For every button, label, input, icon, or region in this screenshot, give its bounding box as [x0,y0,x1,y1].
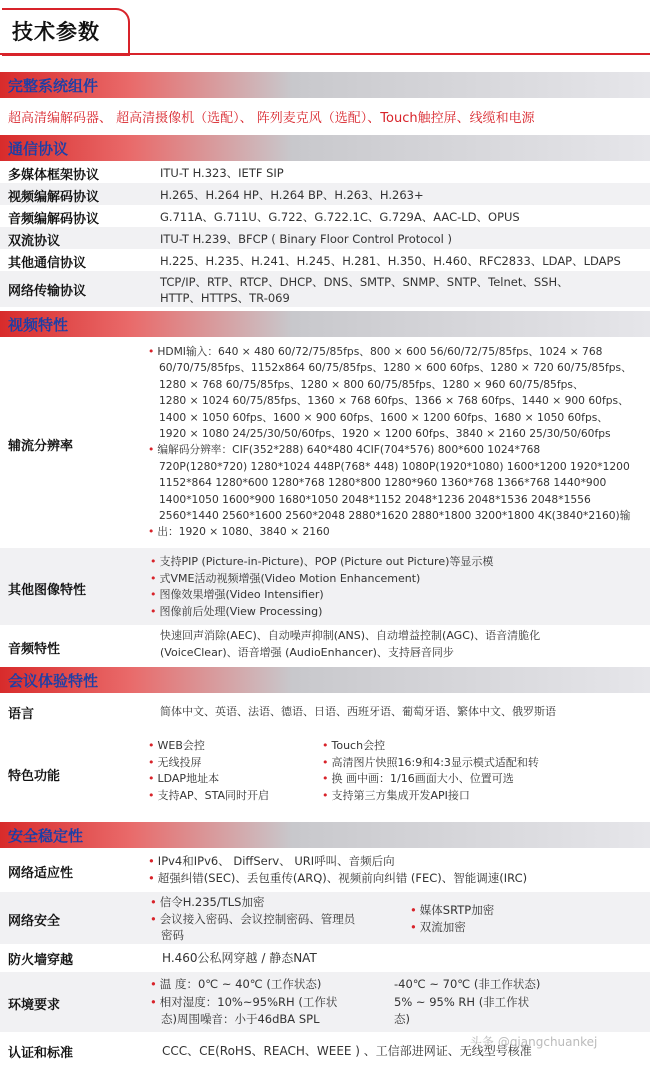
row-value: 简体中文、英语、法语、德语、日语、西班牙语、葡萄牙语、繁体中文、俄罗斯语 [160,705,556,718]
list-item: 1400 × 1050 60fps、1600 × 900 60fps、1600 × 1200 60fps、1680 × 1050 60fps、 [159,410,608,424]
row-value: H.265、H.264 HP、H.264 BP、H.263、H.263+ [160,188,424,202]
row-label: 其他通信协议 [8,256,87,271]
list-item: 720P(1280*720) 1280*1024 448P(768* 448) 1080P(1920*1080) 1600*1200 1920*1200 [159,459,630,473]
list-item: • 超强纠错(SEC)、丢包重传(ARQ)、视频前向纠错 (FEC)、智能调速(IRC) [148,871,528,885]
watermark-text: 头条 @qiangchuankej [470,1035,598,1049]
row-audio-features [0,625,650,665]
row-secondary-resolution [0,340,650,545]
row-label: 语言 [8,707,35,722]
row-language [0,696,650,724]
list-item: • IPv4和IPv6、 DiffServ、 URI呼叫、音频后向 [148,854,395,868]
page-title: 技术参数 [12,20,100,44]
environment-right [394,976,540,1029]
list-item: 60/70/75/85fps、1152x864 60/75/85fps、1280 × 600 60fps、1280 × 720 60/75/85fps、 [159,361,632,375]
audio-features-text: 快速回声消除(AEC)、自动噪声抑制(ANS)、自动增益控制(AGC)、语音清脆化 (VoiceClear)、语音增强 (AudioEnhancer)、支持唇音同步 [160,629,541,659]
row-value: H.225、H.235、H.241、H.245、H.281、H.350、H.460、RFC2833、LDAP、LDAPS [160,254,621,268]
section-security-stability [0,822,650,848]
row-label: 音频特性 [8,642,61,657]
row-label: 多媒体框架协议 [8,168,100,183]
list-item: • HDMI输入：640 × 480 60/72/75/85fps、800 × 600 56/60/72/75/85fps、1024 × 768 [148,345,603,358]
list-item: • 高清图片快照16:9和4:3显示模式适配和转 [322,755,539,769]
row-label: 视频编解码协议 [8,190,100,205]
section-title: 安全稳定性 [8,827,84,845]
row-label: 网络安全 [8,914,61,929]
row-label: 双流协议 [8,234,61,249]
list-item: 态)周围噪音：小于46dBA SPL [161,1012,320,1026]
resolution-list [148,344,632,541]
list-item: • 会议接入密码、会议控制密码、管理员 [150,911,356,926]
section-meeting-experience [0,667,650,693]
list-item: 1280 × 1024 60/75/85fps、1360 × 768 60fps、1366 × 768 60fps、1440 × 900 60fps、 [159,394,629,408]
list-item: • 出：1920 × 1080、3840 × 2160 [148,525,330,539]
row-environment [0,972,650,1032]
row-label: 网络适应性 [8,866,74,881]
row-label: 音频编解码协议 [8,212,100,227]
components-text: 超高清编解码器、 超高清摄像机（选配）、 阵列麦克风（选配）、Touch触控屏、线缆和电源 [8,111,535,126]
section-title: 会议体验特性 [8,672,99,690]
row-other-comm [0,249,650,271]
list-item: • 图像效果增强(Video Intensifier) [150,588,324,602]
section-video-features [0,311,650,337]
image-features-list [150,554,493,620]
row-label: 辅流分辨率 [8,439,74,454]
page-header [0,0,650,62]
list-item: 1920 × 1080 24/25/30/50/60fps、1920 × 1200 60fps、3840 × 2160 25/30/50/60fps [159,427,611,441]
list-item: 1280 × 768 60/75/85fps、1280 × 800 60/75/85fps、1280 × 960 60/75/85fps、 [159,377,584,391]
header-divider [0,53,650,55]
list-item: • 双流加密 [410,919,466,934]
list-item: • 相对湿度：10%~95%RH (工作状 [150,994,338,1009]
list-item: 2560*1440 2560*1600 2560*2048 2880*1620 2880*1800 3200*1800 4K(3840*2160)输 [159,509,631,523]
row-label: 认证和标准 [8,1046,74,1061]
row-label: 防火墙穿越 [8,953,74,968]
section-title: 完整系统组件 [8,77,99,95]
row-network-transport [0,271,650,307]
row-special-functions [0,735,650,810]
special-right-list [322,738,539,804]
list-item: 密码 [161,928,184,942]
list-item: • 支持PIP (Picture-in-Picture)、POP (Picture out Picture)等显示模 [150,555,494,568]
list-item: • 温 度：0℃ ~ 40℃ (工作状态) [150,977,322,991]
list-item: -40℃ ~ 70℃ (非工作状态) [394,977,541,991]
list-item: 5% ~ 95% RH (非工作状 [394,994,530,1009]
row-multimedia-protocol [0,161,650,183]
network-adapt-list [148,853,527,887]
row-image-features [0,548,650,625]
list-item: • WEB会控 [148,739,205,752]
list-item: • 无线投屏 [148,755,202,769]
special-left-list [148,738,269,804]
list-item: • 编解码分辨率：CIF(352*288) 640*480 4CIF(704*576) 800*600 1024*768 [148,443,541,457]
list-item: • 信令H.235/TLS加密 [150,895,265,909]
row-value: G.711A、G.711U、G.722、G.722.1C、G.729A、AAC-LD、OPUS [160,210,520,224]
list-item: • 支持第三方集成开发API接口 [322,788,470,802]
list-item: 1400*1050 1600*900 1680*1050 2048*1152 2048*1236 2048*1536 2048*1556 [159,492,591,506]
section-title: 视频特性 [8,316,69,334]
row-label: 网络传输协议 [8,284,87,299]
section-system-components [0,72,650,98]
section-title: 通信协议 [8,140,69,158]
list-item: • Touch会控 [322,739,386,752]
row-video-codec [0,183,650,205]
list-item: • 媒体SRTP加密 [410,903,495,917]
row-network-security [0,892,650,944]
list-item: 态) [394,1012,410,1026]
list-item: • 图像前后处理(View Processing) [150,604,323,618]
network-security-left [150,894,355,944]
row-value: TCP/IP、RTP、RTCP、DHCP、DNS、SMTP、SNMP、SNTP、Telnet、SSH、 [160,275,569,289]
list-item: • 式VME活动视频增强(Video Motion Enhancement) [150,571,421,585]
row-network-adaptability [0,850,650,890]
row-firewall [0,946,650,968]
row-label: 环境要求 [8,998,61,1013]
row-dual-stream [0,227,650,249]
row-value: CCC、CE(RoHS、REACH、WEEE ) 、工信部进网证、无线型号核准 [162,1044,532,1058]
list-item: • 支持AP、STA同时开启 [148,788,270,802]
network-security-right [410,902,494,935]
row-audio-codec [0,205,650,227]
list-item: • 换 画中画：1/16画面大小、位置可选 [322,772,514,786]
row-value: ITU-T H.323、IETF SIP [160,166,284,180]
list-item: 1152*864 1280*600 1280*768 1280*800 1280*960 1360*768 1366*768 1440*900 [159,476,607,490]
section-comm-protocols [0,135,650,161]
row-value: HTTP、HTTPS、TR-069 [160,291,290,305]
row-label: 其他图像特性 [8,583,87,598]
row-value: H.460公私网穿越 / 静态NAT [162,951,317,965]
row-label: 特色功能 [8,769,61,784]
row-value: ITU-T H.239、BFCP ( Binary Floor Control Protocol ) [160,232,453,246]
environment-left [150,976,337,1029]
list-item: • LDAP地址本 [148,772,220,786]
